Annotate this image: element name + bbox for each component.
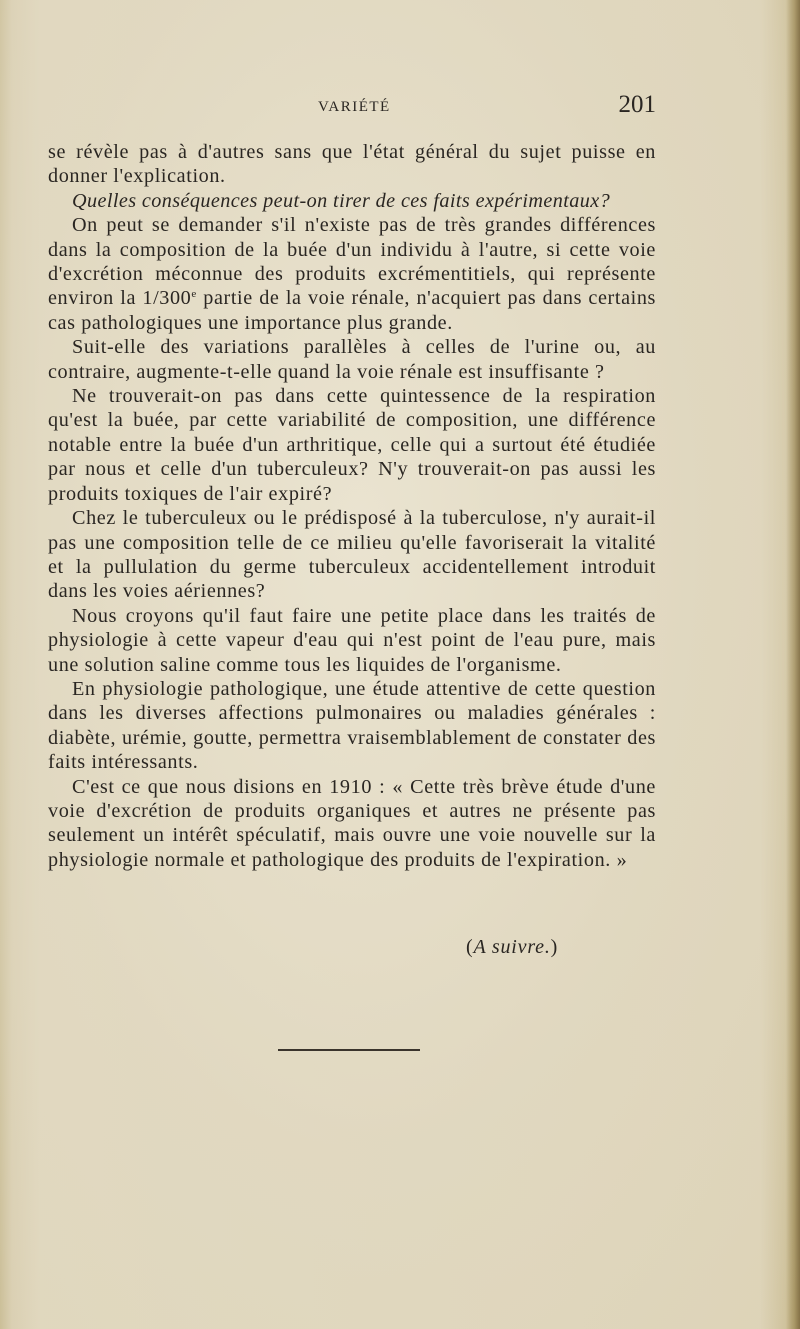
paren-close: ) — [550, 936, 559, 958]
to-be-continued-text: A suivre. — [473, 936, 551, 958]
paragraph-3-text-b: partie de la voie rénale, n'acquiert pas dans certains cas pathologiques une importance plus grande. — [48, 287, 657, 334]
paragraph-8: En physiologie pathologique, une étude attentive de cette question dans les diverses affections pulmonaires ou maladies générales : diabète, urémie, goutte, permettra vraisemblablement de constater des faits intéressants. — [48, 677, 656, 774]
paragraph-5: Ne trouverait-on pas dans cette quintessence de la respiration qu'est la buée, par cette variabilité de composition, une différence notable entre la buée d'un arthritique, celle qui a surtout été étudiée par nous et celle d'un tuberculeux? N'y trouverait-on pas aussi les produits toxiques de l'air expiré? — [48, 385, 656, 505]
paragraph-question-heading: Quelles conséquences peut-on tirer de ces faits expérimentaux? — [72, 189, 611, 212]
paragraph-1: se révèle pas à d'autres sans que l'état général du sujet puisse en donner l'explication. — [48, 141, 656, 188]
paragraph-3 — [48, 213, 656, 335]
running-head: VARIÉTÉ — [318, 99, 391, 115]
page-number: 201 — [618, 91, 656, 118]
body-text — [48, 140, 656, 872]
to-be-continued — [466, 936, 558, 959]
paragraph-4: Suit-elle des variations parallèles à celles de l'urine ou, au contraire, augmente-t-elle quand la voie rénale est insuffisante ? — [48, 336, 656, 383]
page-header — [48, 93, 656, 123]
end-rule-divider — [278, 1049, 420, 1051]
paragraph-3-text-a: On peut se demander s'il n'existe pas de très grandes différences dans la composition de la buée d'un individu à l'autre, si cette voie d'excrétion méconnue des produits excrémentitiels, qui représente environ la 1/300 — [48, 214, 656, 310]
page-edge-shadow — [786, 0, 800, 1329]
paragraph-7: Nous croyons qu'il faut faire une petite place dans les traités de physiologie à cette vapeur d'eau qui n'est point de l'eau pure, mais une solution saline comme tous les liquides de l'organisme. — [48, 604, 656, 676]
paragraph-9: C'est ce que nous disions en 1910 : « Cette très brève étude d'une voie d'excrétion de produits organiques et autres ne présente pas seulement un intérêt spéculatif, mais ouvre une voie nouvelle sur la physiologie normale et pathologique des produits de l'expiration. » — [48, 775, 656, 871]
paragraph-6: Chez le tuberculeux ou le prédisposé à la tuberculose, n'y aurait-il pas une composition telle de ce milieu qu'elle favoriserait la vitalité et la pullulation du germe tuberculeux accidentellement introduit dans les voies aériennes? — [48, 507, 656, 603]
paren-open: ( — [466, 936, 474, 958]
superscript-e: e — [191, 288, 197, 301]
